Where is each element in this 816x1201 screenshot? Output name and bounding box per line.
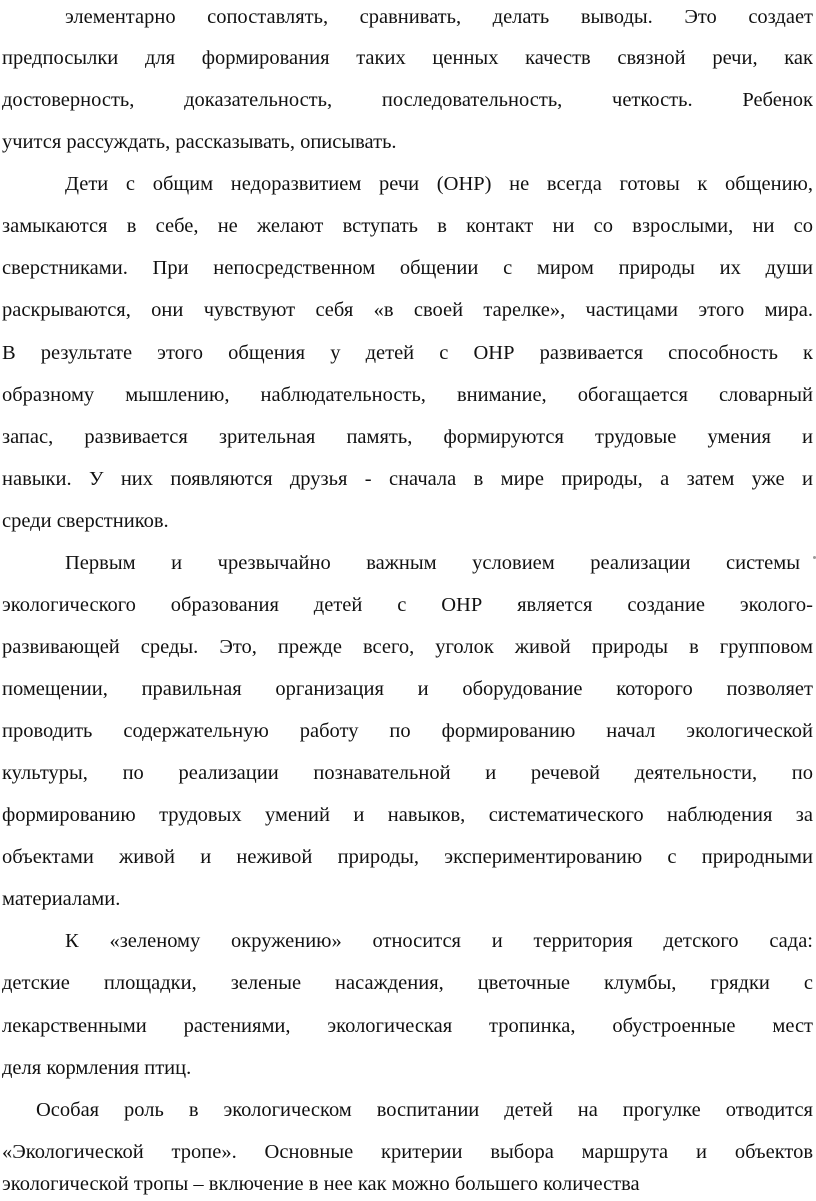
text-line: Дети с общим недоразвитием речи (ОНР) не всегда готовы к общению, (65, 173, 813, 195)
text-line: навыки. У них появляются друзья - сначала в мире природы, а затем уже и (2, 468, 813, 490)
text-line: образному мышлению, наблюдательность, внимание, обогащается словарный (2, 384, 813, 406)
text-line: элементарно сопоставлять, сравнивать, делать выводы. Это создает (65, 6, 813, 28)
text-line: развивающей среды. Это, прежде всего, уголок живой природы в групповом (2, 636, 813, 658)
text-line: детские площадки, зеленые насаждения, цветочные клумбы, грядки с (2, 972, 813, 994)
text-line: достоверность, доказательность, последовательность, четкость. Ребенок (2, 89, 813, 111)
text-line: В результате этого общения у детей с ОНР развивается способность к (2, 342, 813, 364)
text-line: запас, развивается зрительная память, формируются трудовые умения и (2, 426, 813, 448)
text-line: сверстниками. При непосредственном общении с миром природы их души (2, 257, 813, 279)
text-line: Особая роль в экологическом воспитании детей на прогулке отводится (36, 1099, 813, 1121)
text-line: Первым и чрезвычайно важным условием реализации системы (65, 552, 800, 574)
text-line: помещении, правильная организация и оборудование которого позволяет (2, 678, 813, 700)
text-line: лекарственными растениями, экологическая тропинка, обустроенные мест (2, 1015, 813, 1037)
text-line: предпосылки для формирования таких ценных качеств связной речи, как (2, 47, 813, 69)
text-line: формированию трудовых умений и навыков, систематического наблюдения за (2, 804, 813, 826)
text-line: учится рассуждать, рассказывать, описывать. (2, 131, 397, 153)
text-line: среди сверстников. (2, 510, 169, 532)
text-line: раскрываются, они чувствуют себя «в своей тарелке», частицами этого мира. (2, 299, 813, 321)
text-line: экологического образования детей с ОНР является создание эколого- (2, 594, 813, 616)
text-line: экологической тропы – включение в нее как можно большего количества (2, 1173, 640, 1195)
text-line: «Экологической тропе». Основные критерии выбора маршрута и объектов (2, 1141, 813, 1163)
text-line: материалами. (2, 888, 121, 910)
text-line: замыкаются в себе, не желают вступать в контакт ни со взрослыми, ни со (2, 215, 813, 237)
text-line: объектами живой и неживой природы, экспериментированию с природными (2, 846, 813, 868)
text-line: К «зеленому окружению» относится и территория детского сада: (65, 930, 813, 952)
text-line: деля кормления птиц. (2, 1057, 192, 1079)
text-line: проводить содержательную работу по формированию начал экологической (2, 720, 813, 742)
text-line: культуры, по реализации познавательной и речевой деятельности, по (2, 762, 813, 784)
